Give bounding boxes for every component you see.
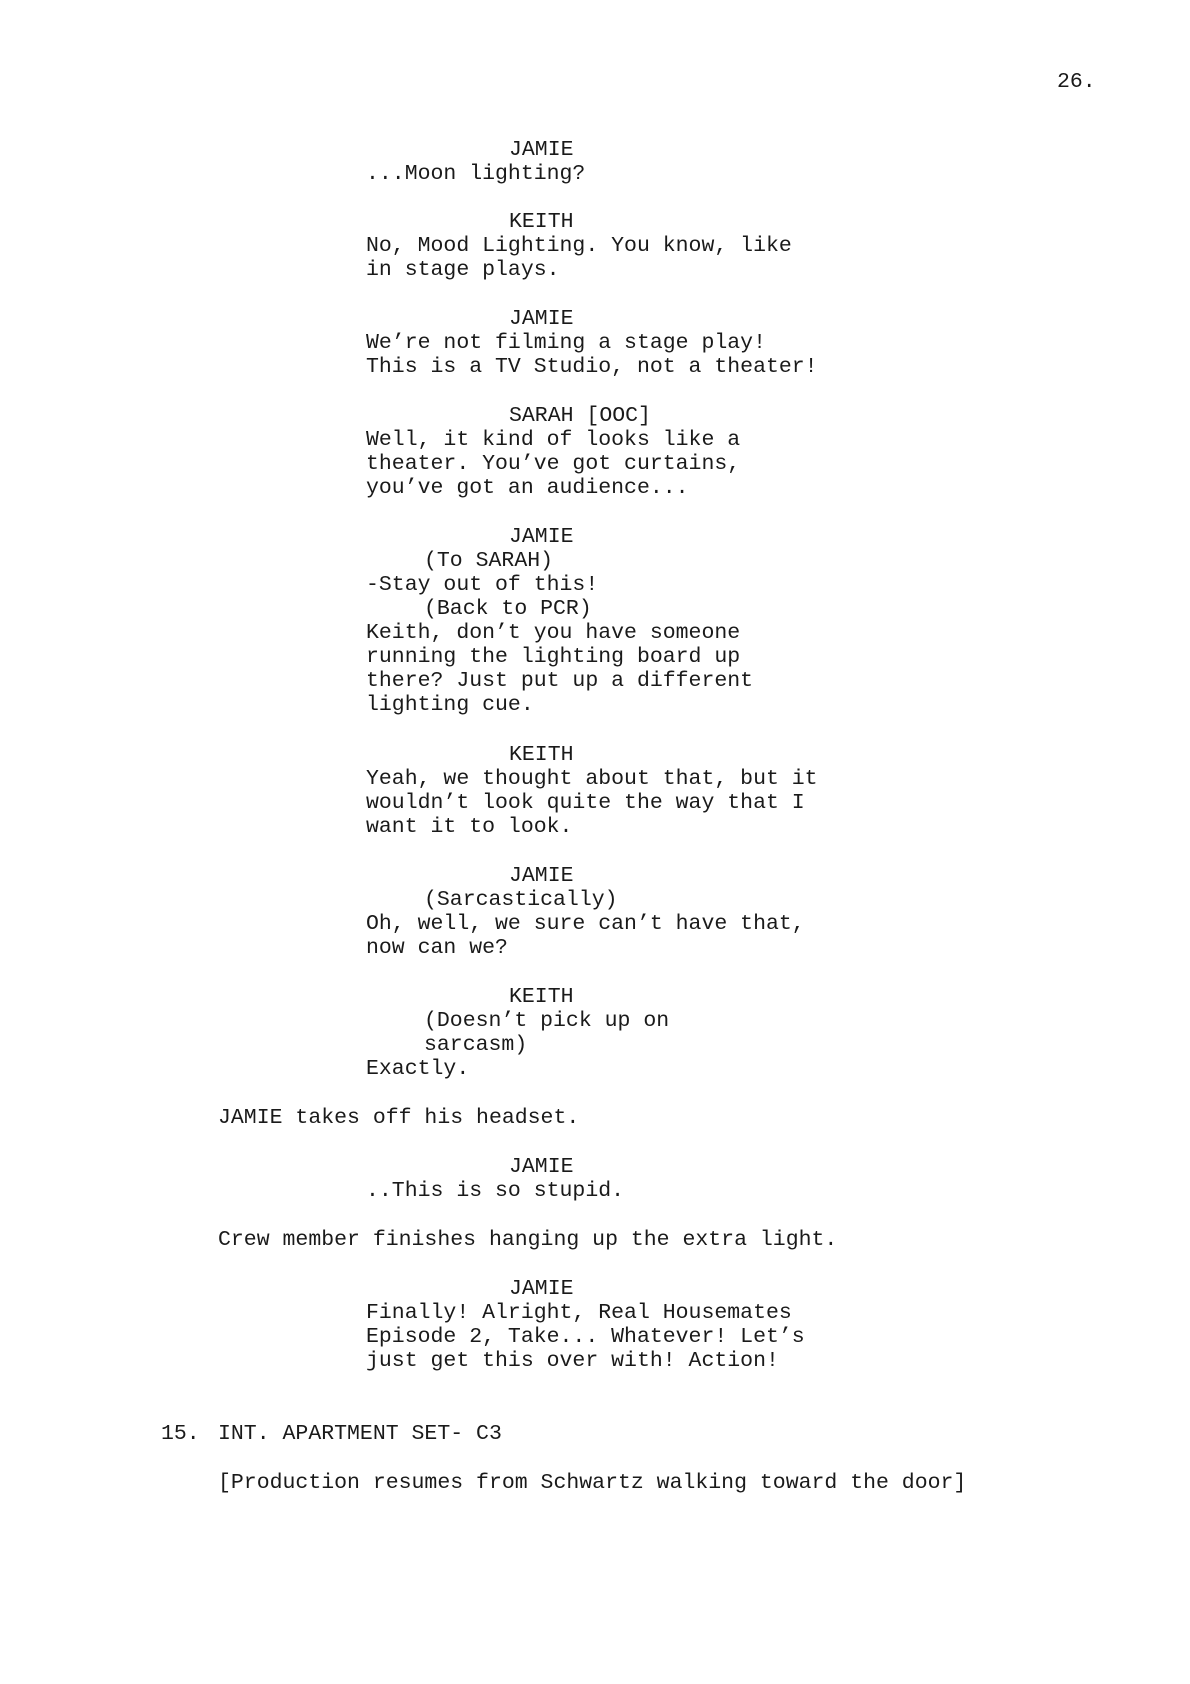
dialogue-line: ..This is so stupid. (366, 1179, 625, 1203)
character-name: JAMIE (509, 1277, 574, 1301)
parenthetical: (Back to PCR) (424, 597, 592, 621)
dialogue-line: Yeah, we thought about that, but it (366, 767, 818, 791)
dialogue-line: Exactly. (366, 1057, 470, 1081)
dialogue-line: lighting cue. (366, 693, 534, 717)
dialogue-line: in stage plays. (366, 258, 560, 282)
dialogue-line: Keith, don’t you have someone (366, 621, 741, 645)
parenthetical: (To SARAH) (424, 549, 554, 573)
character-name: KEITH (509, 985, 574, 1009)
character-name: SARAH [OOC] (509, 404, 651, 428)
dialogue-line: Oh, well, we sure can’t have that, (366, 912, 805, 936)
dialogue-line: theater. You’ve got curtains, (366, 452, 741, 476)
parenthetical: sarcasm) (424, 1033, 528, 1057)
dialogue-line: wouldn’t look quite the way that I (366, 791, 805, 815)
dialogue-line: just get this over with! Action! (366, 1349, 779, 1373)
dialogue-line: want it to look. (366, 815, 573, 839)
dialogue-line: -Stay out of this! (366, 573, 599, 597)
dialogue-line: Episode 2, Take... Whatever! Let’s (366, 1325, 805, 1349)
character-name: JAMIE (509, 525, 574, 549)
dialogue-line: running the lighting board up (366, 645, 741, 669)
dialogue-line: Finally! Alright, Real Housemates (366, 1301, 792, 1325)
dialogue-line: We’re not filming a stage play! (366, 331, 766, 355)
character-name: JAMIE (509, 864, 574, 888)
action-line: Crew member finishes hanging up the extra light. (218, 1228, 838, 1252)
character-name: JAMIE (509, 1155, 574, 1179)
dialogue-line: there? Just put up a different (366, 669, 754, 693)
dialogue-line: No, Mood Lighting. You know, like (366, 234, 792, 258)
character-name: KEITH (509, 210, 574, 234)
dialogue-line: ...Moon lighting? (366, 162, 586, 186)
scene-heading: INT. APARTMENT SET- C3 (218, 1422, 502, 1446)
dialogue-line: This is a TV Studio, not a theater! (366, 355, 818, 379)
scene-number: 15. (161, 1422, 200, 1446)
action-line: [Production resumes from Schwartz walking toward the door] (218, 1471, 967, 1495)
dialogue-line: you’ve got an audience... (366, 476, 689, 500)
action-line: JAMIE takes off his headset. (218, 1106, 580, 1130)
page-number: 26. (1057, 70, 1096, 94)
character-name: JAMIE (509, 307, 574, 331)
parenthetical: (Doesn’t pick up on (424, 1009, 670, 1033)
dialogue-line: now can we? (366, 936, 508, 960)
dialogue-line: Well, it kind of looks like a (366, 428, 741, 452)
character-name: KEITH (509, 743, 574, 767)
character-name: JAMIE (509, 138, 574, 162)
parenthetical: (Sarcastically) (424, 888, 618, 912)
